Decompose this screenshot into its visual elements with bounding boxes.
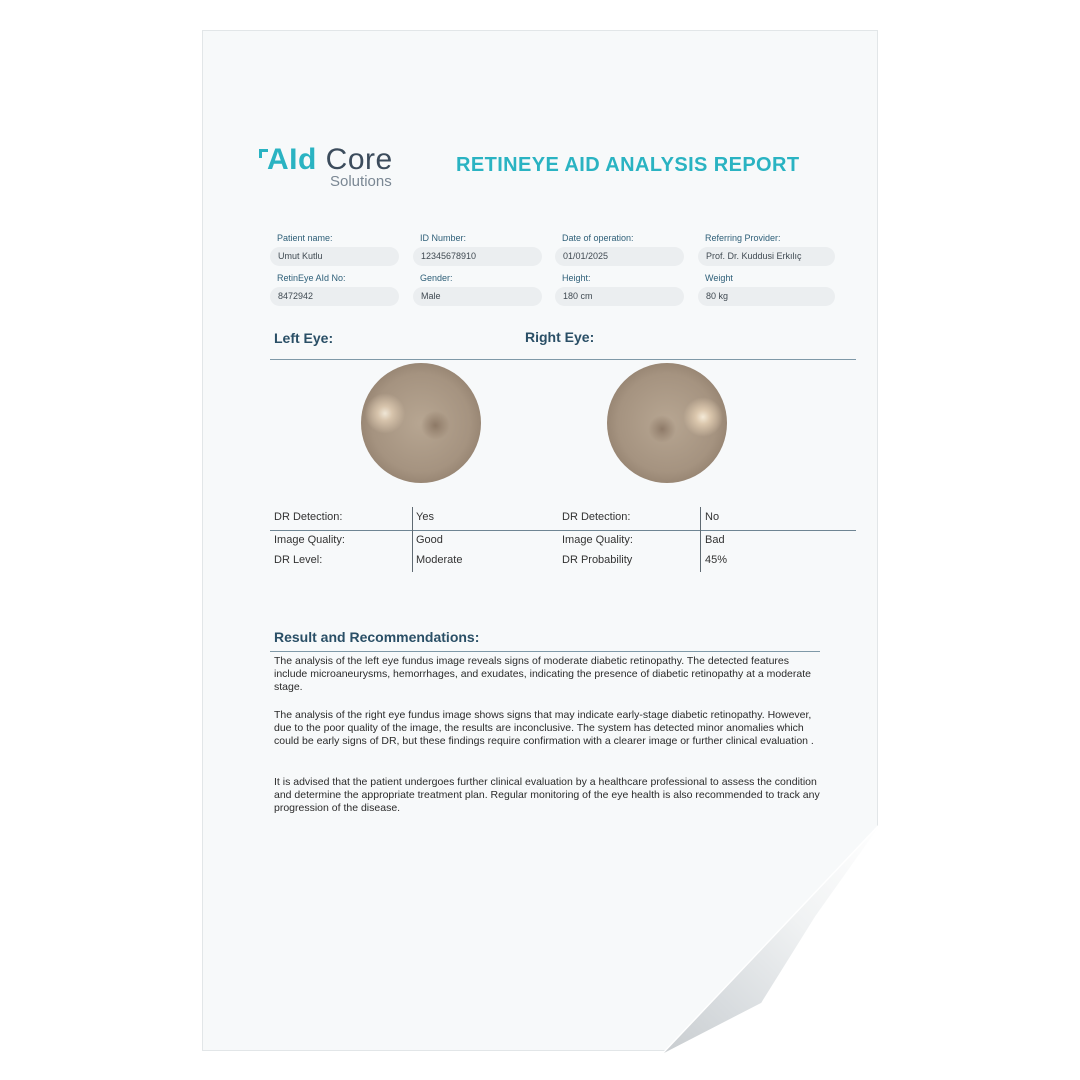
retineye-aid-no-label: RetinEye AId No:	[277, 273, 346, 283]
eye-section-divider	[270, 359, 856, 360]
logo-ai: AId	[267, 143, 317, 176]
right-image-quality-label: Image Quality:	[562, 534, 633, 546]
results-paragraph-1: The analysis of the left eye fundus image reveals signs of moderate diabetic retinopathy. The detected features include microaneurysms, hemorrhages, and exudates, indicating the presence of diabetic retinopathy at a moderate stage.	[274, 655, 811, 693]
height-field: 180 cm	[555, 287, 684, 306]
results-paragraph-2: The analysis of the right eye fundus image shows signs that may indicate early-stage diabetic retinopathy. However, due to the poor quality of the image, the results are inconclusive. The system has detected minor anomalies which could be early signs of DR, but these findings require confirmation with a clearer image or further clinical evaluation .	[274, 709, 814, 747]
right-image-quality-value: Bad	[705, 534, 725, 546]
left-dr-detection-label: DR Detection:	[274, 511, 343, 523]
patient-name-label: Patient name:	[277, 233, 333, 243]
height-label: Height:	[562, 273, 591, 283]
id-number-field: 12345678910	[413, 247, 542, 266]
referring-provider-label: Referring Provider:	[705, 233, 781, 243]
results-section-title: Result and Recommendations:	[274, 629, 480, 645]
right-dr-detection-value: No	[705, 511, 720, 523]
right-dr-detection-label: DR Detection:	[562, 511, 631, 523]
weight-label: Weight	[705, 273, 733, 283]
report-title: RETINEYE AID ANALYSIS REPORT	[456, 154, 800, 176]
right-eye-title: Right Eye:	[525, 329, 595, 345]
left-eye-title: Left Eye:	[274, 330, 334, 346]
left-image-quality-value: Good	[416, 534, 443, 546]
right-dr-probability-label: DR Probability	[562, 554, 633, 566]
logo-core: Core	[316, 143, 393, 176]
gender-label: Gender:	[420, 273, 453, 283]
date-of-operation-field: 01/01/2025	[555, 247, 684, 266]
results-paragraph-3: It is advised that the patient undergoes further clinical evaluation by a healthcare professional to assess the condition and determine the appropriate treatment plan. Regular monitoring of the eye health is also recommended to track any progression of the disease.	[274, 776, 820, 814]
left-eye-fundus-image	[361, 363, 481, 483]
weight-field: 80 kg	[698, 287, 835, 306]
retineye-aid-no-field: 8472942	[270, 287, 399, 306]
left-dr-detection-value: Yes	[416, 511, 434, 523]
referring-provider-field: Prof. Dr. Kuddusi Erkılıç	[698, 247, 835, 266]
logo-wordmark	[267, 143, 393, 177]
date-of-operation-label: Date of operation:	[562, 233, 634, 243]
logo-subtitle: Solutions	[330, 173, 392, 190]
left-table-column-divider	[412, 507, 413, 572]
table-header-divider	[270, 530, 856, 531]
id-number-label: ID Number:	[420, 233, 467, 243]
results-divider	[270, 651, 820, 652]
right-dr-probability-value: 45%	[705, 554, 728, 566]
right-eye-fundus-image	[607, 363, 727, 483]
gender-field: Male	[413, 287, 542, 306]
left-dr-level-label: DR Level:	[274, 554, 323, 566]
patient-name-field: Umut Kutlu	[270, 247, 399, 266]
left-image-quality-label: Image Quality:	[274, 534, 345, 546]
right-table-column-divider	[700, 507, 701, 572]
left-dr-level-value: Moderate	[416, 554, 463, 566]
